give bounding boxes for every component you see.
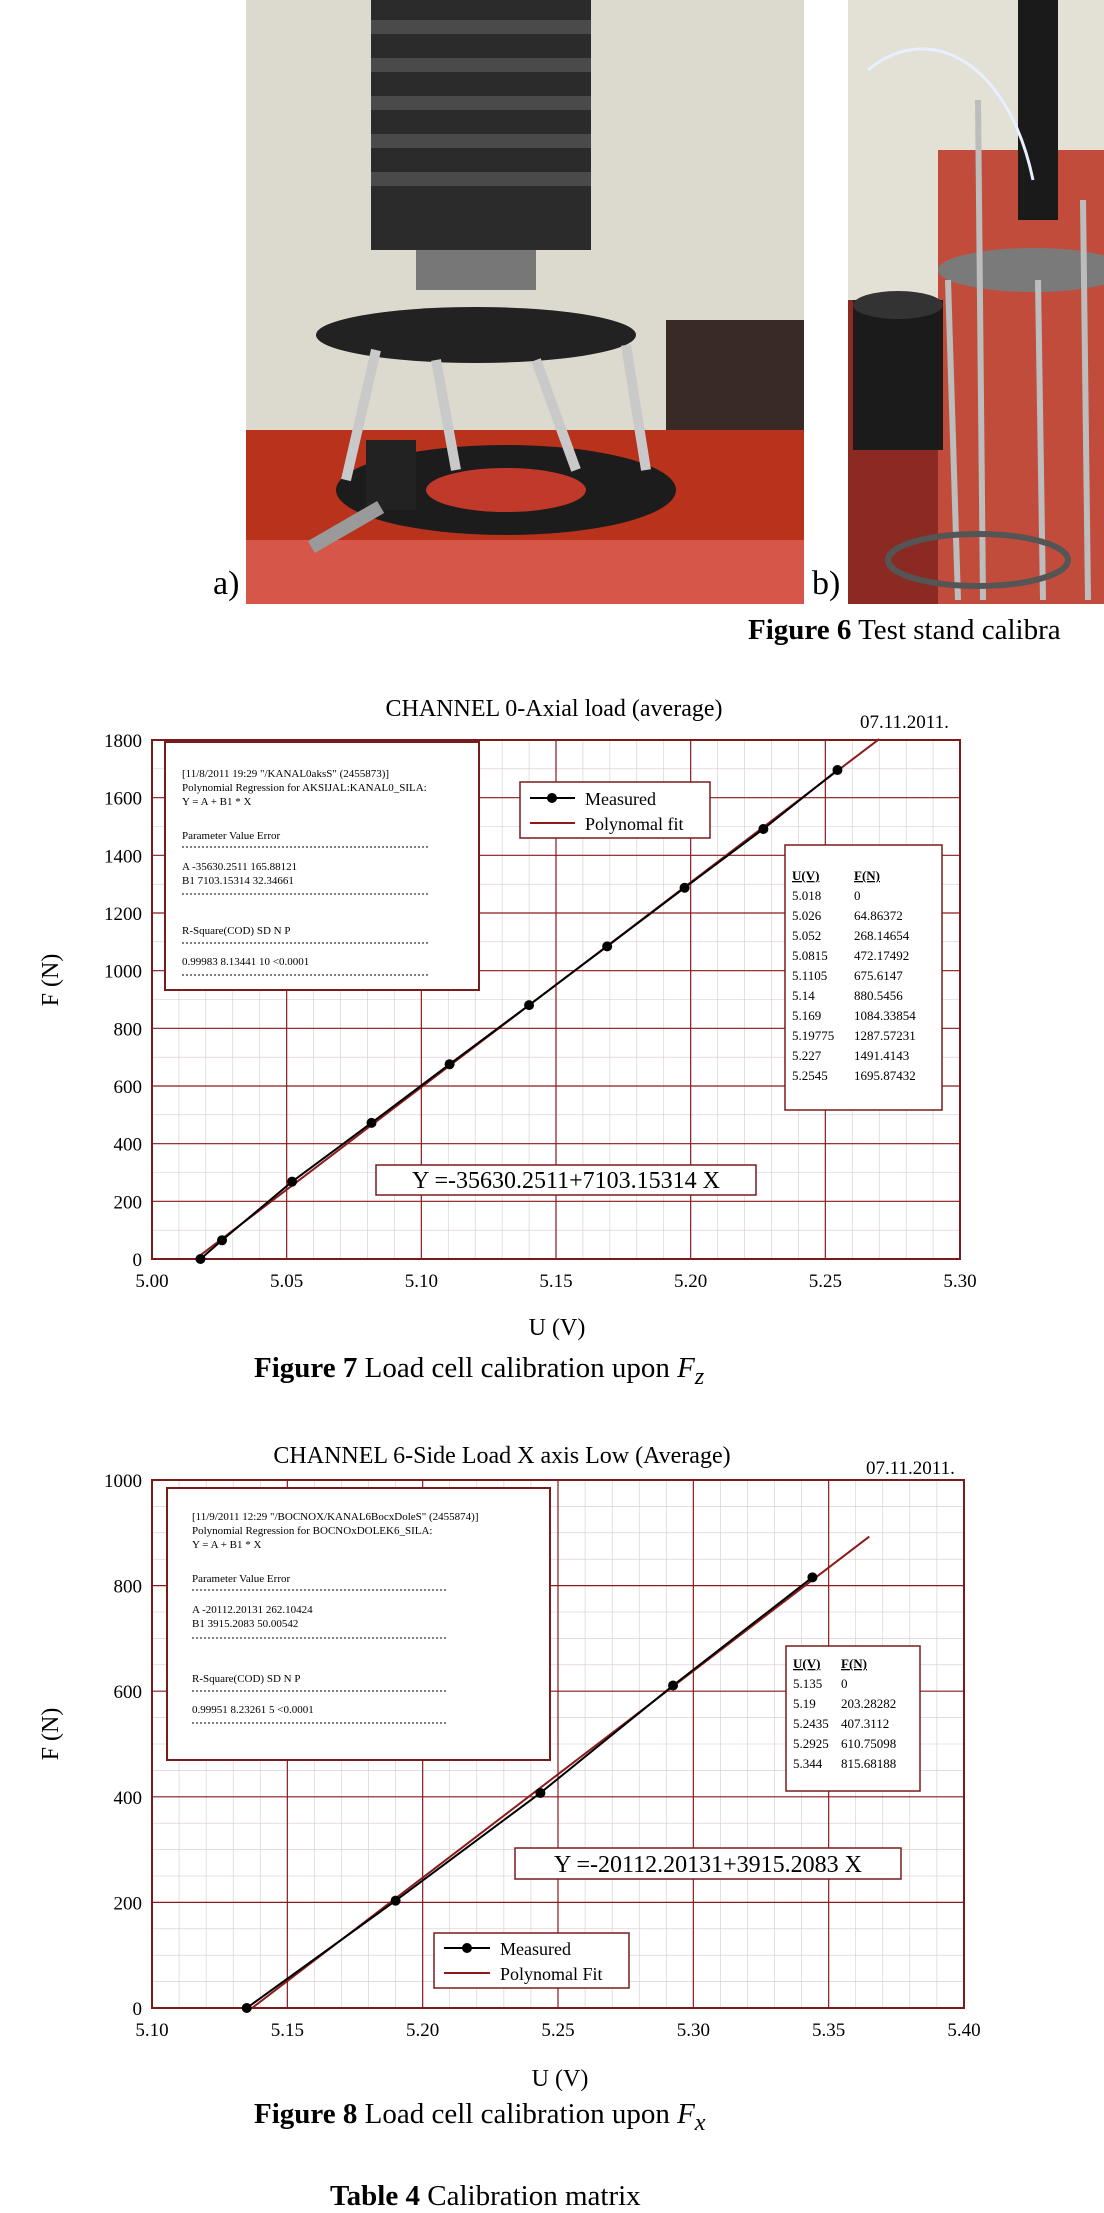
figure-8-sub: x	[694, 2108, 706, 2136]
table-cell: 1491.4143	[854, 1048, 910, 1063]
table-cell: 1695.87432	[854, 1068, 916, 1083]
data-point	[535, 1788, 545, 1798]
chart-title: CHANNEL 0-Axial load (average)	[385, 696, 723, 722]
chart-date: 07.11.2011.	[866, 1458, 955, 1479]
regression-line: Y = A + B1 * X	[192, 1539, 262, 1551]
figure-6-number: Figure 6	[748, 614, 852, 646]
table-cell: 5.2925	[793, 1736, 829, 1751]
y-tick-label: 1800	[104, 731, 142, 752]
data-point	[391, 1896, 401, 1906]
photo-a	[246, 0, 804, 604]
figure-8-number: Figure 8	[254, 2098, 358, 2130]
regression-line: Polynomial Regression for AKSIJAL:KANAL0_SILA:	[182, 782, 427, 794]
x-tick-label: 5.25	[808, 1271, 842, 1292]
y-axis-label: F (N)	[38, 1707, 64, 1761]
table-cell: 5.018	[792, 888, 822, 903]
figure-7-var: F	[677, 1352, 695, 1384]
table-cell: 5.19775	[792, 1028, 835, 1043]
table-4-text: Calibration matrix	[427, 2180, 641, 2212]
x-tick-label: 5.20	[674, 1271, 708, 1292]
figure-8-caption	[254, 2098, 706, 2137]
data-point	[602, 941, 612, 951]
legend-measured: Measured	[500, 1939, 571, 1959]
table-cell: 0	[854, 888, 861, 903]
figure-7-text: Load cell calibration upon	[364, 1352, 670, 1384]
table-header: U(V)	[793, 1656, 821, 1671]
table-cell: 5.2545	[792, 1068, 828, 1083]
table-cell: 5.344	[793, 1756, 823, 1771]
chart-side-load-x	[0, 1428, 1104, 2098]
y-tick-label: 1000	[104, 961, 142, 983]
y-tick-label: 1400	[104, 846, 142, 868]
photo-b-label: b)	[812, 565, 841, 602]
data-point	[668, 1681, 678, 1691]
table-cell: 5.14	[792, 988, 815, 1003]
table-4-number: Table 4	[330, 2180, 420, 2212]
regression-line: Polynomial Regression for BOCNOxDOLEK6_SILA:	[192, 1525, 433, 1537]
data-point	[242, 2003, 252, 2013]
data-point	[367, 1118, 377, 1128]
data-point	[807, 1572, 817, 1582]
table-cell: 1287.57231	[854, 1028, 916, 1043]
x-tick-label: 5.25	[541, 2020, 575, 2041]
table-cell: 203.28282	[841, 1696, 897, 1711]
y-tick-label: 1600	[104, 788, 142, 810]
x-tick-label: 5.30	[943, 1271, 977, 1292]
photo-b-illustration	[848, 0, 1104, 604]
table-header: F(N)	[841, 1656, 867, 1671]
x-tick-label: 5.40	[947, 2020, 981, 2041]
table-cell: 472.17492	[854, 948, 910, 963]
y-tick-label: 200	[113, 1893, 142, 1915]
legend-marker	[547, 793, 557, 803]
y-tick-label: 0	[132, 1999, 142, 2020]
table-cell: 1084.33854	[854, 1008, 916, 1023]
data-point	[680, 883, 690, 893]
x-tick-label: 5.20	[406, 2020, 440, 2041]
table-cell: 5.169	[792, 1008, 822, 1023]
table-cell: 5.135	[793, 1676, 823, 1691]
x-tick-label: 5.15	[539, 1271, 573, 1292]
y-tick-label: 1200	[104, 904, 142, 925]
table-cell: 5.227	[792, 1048, 822, 1063]
figure-7-sub: z	[694, 1362, 705, 1390]
x-tick-label: 5.05	[270, 1271, 304, 1292]
table-cell: 880.5456	[854, 988, 903, 1003]
y-tick-label: 800	[113, 1576, 142, 1598]
regression-line: B1 7103.15314 32.34661	[182, 875, 294, 887]
y-tick-label: 400	[113, 1134, 142, 1156]
photo-b	[848, 0, 1104, 604]
x-tick-label: 5.35	[812, 2020, 846, 2041]
equation: Y =-35630.2511+7103.15314 X	[412, 1168, 720, 1194]
equation: Y =-20112.20131+3915.2083 X	[554, 1852, 862, 1878]
x-tick-label: 5.30	[676, 2020, 710, 2041]
legend-marker	[462, 1943, 472, 1953]
data-point	[832, 765, 842, 775]
y-axis-label: F (N)	[38, 953, 64, 1007]
table-cell: 815.68188	[841, 1756, 897, 1771]
table-cell: 675.6147	[854, 968, 903, 983]
y-tick-label: 0	[132, 1250, 142, 1271]
chart-axial-load	[0, 680, 1104, 1350]
regression-line: R-Square(COD) SD N P	[182, 925, 291, 937]
chart-date: 07.11.2011.	[860, 712, 949, 733]
x-tick-label: 5.15	[270, 2020, 304, 2041]
regression-line: [11/8/2011 19:29 "/KANAL0aksS" (2455873)]	[182, 768, 390, 780]
data-point	[195, 1254, 205, 1264]
table-cell: 5.0815	[792, 948, 828, 963]
regression-line: A -20112.20131 262.10424	[192, 1604, 313, 1616]
figure-6-caption	[748, 614, 1061, 647]
figure-8-var: F	[677, 2098, 695, 2130]
figure-6-text: Test stand calibra	[858, 614, 1061, 646]
photo-a-illustration	[246, 0, 804, 604]
table-header: U(V)	[792, 868, 820, 883]
x-tick-label: 5.10	[404, 1271, 438, 1292]
data-point	[217, 1235, 227, 1245]
regression-line: B1 3915.2083 50.00542	[192, 1618, 299, 1630]
table-cell: 407.3112	[841, 1716, 890, 1731]
table-cell: 0	[841, 1676, 848, 1691]
table-cell: 610.75098	[841, 1736, 897, 1751]
figure-7-number: Figure 7	[254, 1352, 358, 1384]
data-point	[758, 824, 768, 834]
figure-7-caption	[254, 1352, 704, 1391]
legend-fit: Polynomal Fit	[500, 1964, 603, 1984]
chart-title: CHANNEL 6-Side Load X axis Low (Average)	[273, 1443, 731, 1469]
y-tick-label: 800	[113, 1019, 142, 1041]
legend-fit: Polynomal fit	[585, 814, 684, 834]
legend-measured: Measured	[585, 789, 656, 809]
data-point	[445, 1059, 455, 1069]
table-cell: 64.86372	[854, 908, 903, 923]
table-header: F(N)	[854, 868, 880, 883]
regression-line: Parameter Value Error	[192, 1573, 291, 1585]
data-point	[524, 1000, 534, 1010]
y-tick-label: 200	[113, 1192, 142, 1214]
x-axis-label: U (V)	[528, 1315, 586, 1341]
x-tick-label: 5.10	[135, 2020, 169, 2041]
y-tick-label: 600	[113, 1077, 142, 1098]
table-cell: 5.2435	[793, 1716, 829, 1731]
table-cell: 268.14654	[854, 928, 910, 943]
regression-line: 0.99951 8.23261 5 <0.0001	[192, 1704, 314, 1716]
table-cell: 5.026	[792, 908, 822, 923]
regression-line: Y = A + B1 * X	[182, 796, 252, 808]
table-cell: 5.19	[793, 1696, 816, 1711]
x-tick-label: 5.00	[135, 1271, 169, 1292]
data-point	[287, 1177, 297, 1187]
y-tick-label: 1000	[104, 1471, 142, 1492]
regression-line: Parameter Value Error	[182, 830, 281, 842]
table-4-caption	[330, 2180, 641, 2213]
figure-8-text: Load cell calibration upon	[364, 2098, 670, 2130]
table-cell: 5.1105	[792, 968, 828, 983]
regression-line: A -35630.2511 165.88121	[182, 861, 298, 873]
x-axis-label: U (V)	[531, 2066, 589, 2092]
regression-line: [11/9/2011 12:29 "/BOCNOX/KANAL6BocxDoleS" (2455874)]	[192, 1511, 479, 1523]
regression-line: 0.99983 8.13441 10 <0.0001	[182, 956, 310, 968]
photo-a-label: a)	[213, 565, 240, 602]
regression-line: R-Square(COD) SD N P	[192, 1673, 301, 1685]
table-cell: 5.052	[792, 928, 822, 943]
y-tick-label: 400	[113, 1787, 142, 1809]
y-tick-label: 600	[113, 1682, 142, 1704]
